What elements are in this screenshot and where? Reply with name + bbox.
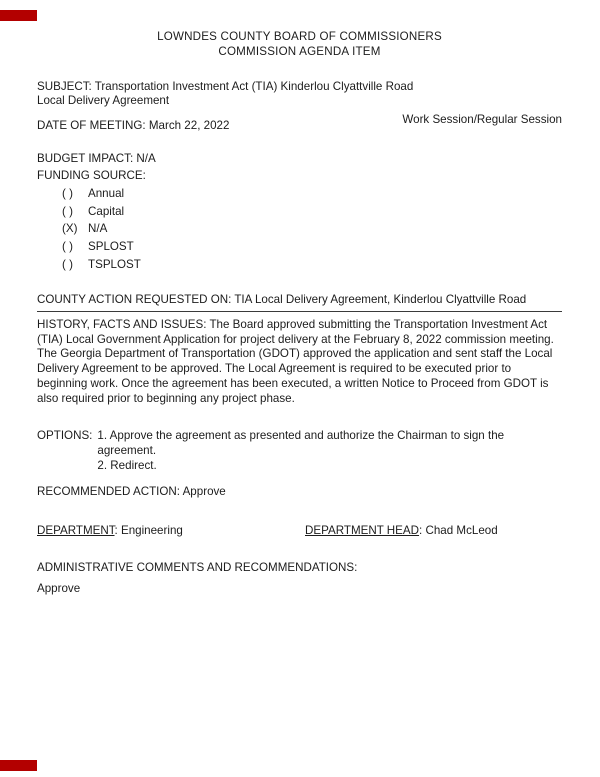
admin-comments-label: ADMINISTRATIVE COMMENTS AND RECOMMENDATIONS:	[37, 560, 358, 574]
funding-option-label: TSPLOST	[88, 258, 141, 272]
funding-option-label: Annual	[88, 186, 125, 200]
options-section	[37, 429, 562, 475]
funding-option-annual	[62, 187, 562, 202]
funding-option-splost	[62, 240, 562, 255]
department-row	[37, 524, 562, 539]
header-board-title: LOWNDES COUNTY BOARD OF COMMISSIONERS	[157, 30, 442, 43]
county-action-requested: COUNTY ACTION REQUESTED ON: TIA Local Delivery Agreement, Kinderlou Clyattville Road	[37, 293, 562, 312]
checkbox-mark: ( )	[62, 258, 73, 272]
header-agenda-title: COMMISSION AGENDA ITEM	[218, 44, 381, 58]
options-label: OPTIONS:	[37, 428, 93, 442]
department-head-cell	[305, 524, 498, 539]
department-head-value: : Chad McLeod	[419, 524, 498, 538]
meeting-row	[37, 113, 562, 134]
budget-impact: BUDGET IMPACT: N/A	[37, 152, 156, 166]
option-item-2: 2. Redirect.	[97, 459, 157, 473]
funding-option-label: SPLOST	[88, 240, 134, 254]
document-header	[37, 30, 562, 60]
redaction-mark-top	[0, 10, 37, 21]
checkbox-mark: ( )	[62, 204, 73, 218]
subject-line: SUBJECT: Transportation Investment Act (TIA) Kinderlou Clyattville Road Local Delivery Agreement	[37, 79, 414, 108]
checkbox-mark-checked: (X)	[62, 222, 78, 236]
funding-option-label: Capital	[88, 204, 125, 218]
option-item-1: 1. Approve the agreement as presented and authorize the Chairman to sign the agreement.	[97, 428, 505, 457]
history-facts-issues: HISTORY, FACTS AND ISSUES: The Board approved submitting the Transportation Investment Act (TIA) Local Government Application for project delivery at the February 8, 2022 commission meeting. The Georgia Department of Transportation (GDOT) approved the application and sent staff the Local Delivery Agreement to be approved. The Local Agreement is required to be executed prior to beginning work. Once the agreement has been executed, a written Notice to Proceed from GDOT is also required prior to beginning any project phase.	[37, 317, 554, 405]
recommended-action: RECOMMENDED ACTION: Approve	[37, 485, 226, 499]
department-cell	[37, 524, 305, 539]
department-label: DEPARTMENT	[37, 524, 115, 538]
funding-option-na	[62, 222, 562, 237]
funding-option-capital	[62, 205, 562, 220]
date-of-meeting: DATE OF MEETING: March 22, 2022	[37, 119, 230, 133]
funding-option-tsplost	[62, 258, 562, 273]
redaction-mark-bottom	[0, 760, 37, 771]
session-type: Work Session/Regular Session	[402, 113, 562, 127]
funding-options-list	[37, 187, 562, 273]
checkbox-mark: ( )	[62, 186, 73, 200]
department-head-label: DEPARTMENT HEAD	[305, 524, 420, 538]
admin-comments-value: Approve	[37, 581, 81, 595]
checkbox-mark: ( )	[62, 240, 73, 254]
funding-source-label: FUNDING SOURCE:	[37, 168, 146, 182]
funding-option-label: N/A	[88, 222, 108, 236]
department-value: : Engineering	[114, 524, 183, 538]
options-list	[97, 429, 562, 475]
